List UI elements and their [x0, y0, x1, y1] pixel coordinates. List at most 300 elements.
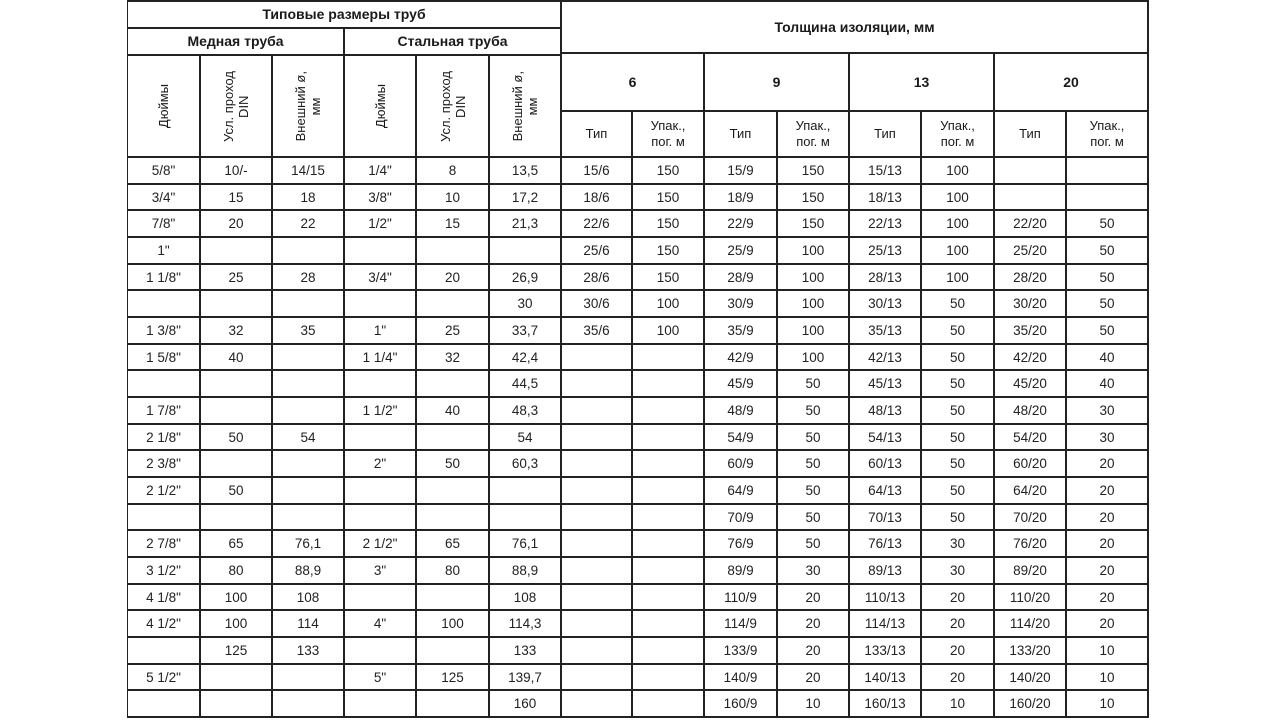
- cell-steel-din: 125: [417, 665, 490, 691]
- cell-ins9-pack: 20: [778, 611, 850, 638]
- cell-ins6-pack: [633, 558, 705, 585]
- cell-ins20-type: [995, 185, 1067, 211]
- cell-ins13-type: 70/13: [850, 505, 922, 531]
- cell-ins6-type: [562, 478, 633, 505]
- cell-ins20-pack: 50: [1067, 211, 1149, 238]
- cell-copper-outer-diameter: 28: [273, 265, 345, 291]
- cell-ins20-type: [995, 158, 1067, 185]
- cell-ins20-pack: 10: [1067, 638, 1149, 665]
- cell-copper-din: 10/-: [201, 158, 273, 185]
- cell-copper-outer-diameter: 22: [273, 211, 345, 238]
- cell-copper-din: [201, 691, 273, 718]
- cell-ins13-type: 54/13: [850, 425, 922, 451]
- cell-ins6-type: [562, 425, 633, 451]
- cell-ins9-type: 70/9: [705, 505, 778, 531]
- cell-ins13-pack: 50: [922, 398, 995, 425]
- col-header-type: Тип: [562, 112, 633, 158]
- cell-copper-din: [201, 505, 273, 531]
- cell-ins9-type: 114/9: [705, 611, 778, 638]
- col-header-pack-length: Упак., пог. м: [633, 112, 705, 158]
- cell-copper-din: 50: [201, 425, 273, 451]
- cell-ins6-pack: 100: [633, 318, 705, 345]
- thickness-group-20: 20: [995, 54, 1149, 112]
- steel-pipe-title: Стальная труба: [345, 29, 562, 56]
- cell-copper-din: 15: [201, 185, 273, 211]
- cell-ins13-pack: 30: [922, 531, 995, 558]
- cell-ins13-pack: 20: [922, 638, 995, 665]
- cell-copper-inches: 5/8": [128, 158, 201, 185]
- cell-ins13-pack: 100: [922, 211, 995, 238]
- thickness-group-6: 6: [562, 54, 705, 112]
- cell-ins13-type: 133/13: [850, 638, 922, 665]
- cell-copper-din: 125: [201, 638, 273, 665]
- cell-copper-inches: 2 7/8": [128, 531, 201, 558]
- cell-ins9-pack: 150: [778, 158, 850, 185]
- cell-steel-din: [417, 238, 490, 265]
- cell-steel-outer-diameter: 88,9: [490, 558, 562, 585]
- cell-ins20-type: 76/20: [995, 531, 1067, 558]
- col-header-pack-length: Упак., пог. м: [778, 112, 850, 158]
- cell-steel-inches: 4": [345, 611, 417, 638]
- cell-ins9-type: 22/9: [705, 211, 778, 238]
- cell-steel-din: [417, 425, 490, 451]
- cell-ins13-pack: 50: [922, 478, 995, 505]
- cell-ins9-pack: 50: [778, 505, 850, 531]
- cell-ins20-type: 110/20: [995, 585, 1067, 611]
- cell-ins20-pack: 50: [1067, 238, 1149, 265]
- cell-ins20-pack: 50: [1067, 318, 1149, 345]
- cell-ins13-type: 60/13: [850, 451, 922, 478]
- cell-ins20-pack: 10: [1067, 665, 1149, 691]
- cell-ins9-type: 110/9: [705, 585, 778, 611]
- cell-copper-inches: 1 1/8": [128, 265, 201, 291]
- cell-copper-outer-diameter: 133: [273, 638, 345, 665]
- cell-steel-outer-diameter: [490, 238, 562, 265]
- cell-steel-outer-diameter: 13,5: [490, 158, 562, 185]
- cell-ins13-pack: 50: [922, 505, 995, 531]
- cell-copper-inches: 7/8": [128, 211, 201, 238]
- cell-steel-din: 25: [417, 318, 490, 345]
- cell-ins9-pack: 20: [778, 638, 850, 665]
- cell-copper-inches: 1 5/8": [128, 345, 201, 371]
- cell-steel-din: 80: [417, 558, 490, 585]
- col-header-type: Тип: [850, 112, 922, 158]
- cell-ins9-pack: 50: [778, 478, 850, 505]
- cell-steel-din: [417, 505, 490, 531]
- cell-copper-inches: 3/4": [128, 185, 201, 211]
- cell-steel-din: [417, 691, 490, 718]
- cell-copper-din: 50: [201, 478, 273, 505]
- cell-copper-din: 100: [201, 585, 273, 611]
- cell-ins13-type: 160/13: [850, 691, 922, 718]
- cell-ins9-pack: 50: [778, 371, 850, 398]
- cell-copper-inches: [128, 638, 201, 665]
- cell-copper-outer-diameter: [273, 691, 345, 718]
- cell-steel-inches: 1/4": [345, 158, 417, 185]
- cell-ins20-pack: 40: [1067, 345, 1149, 371]
- cell-steel-din: [417, 585, 490, 611]
- cell-ins6-pack: 150: [633, 265, 705, 291]
- cell-copper-inches: 2 3/8": [128, 451, 201, 478]
- cell-ins20-pack: 50: [1067, 291, 1149, 318]
- cell-steel-inches: [345, 291, 417, 318]
- cell-ins20-type: 133/20: [995, 638, 1067, 665]
- cell-copper-inches: [128, 371, 201, 398]
- cell-copper-inches: [128, 291, 201, 318]
- cell-ins20-type: 114/20: [995, 611, 1067, 638]
- cell-steel-outer-diameter: 44,5: [490, 371, 562, 398]
- cell-ins13-pack: 50: [922, 371, 995, 398]
- cell-ins6-pack: [633, 425, 705, 451]
- col-header-label: Усл. проход DIN: [437, 70, 468, 142]
- cell-ins20-pack: [1067, 158, 1149, 185]
- cell-steel-inches: [345, 238, 417, 265]
- cell-ins13-type: 89/13: [850, 558, 922, 585]
- cell-steel-inches: 1 1/2": [345, 398, 417, 425]
- cell-ins13-type: 25/13: [850, 238, 922, 265]
- cell-steel-inches: 3/4": [345, 265, 417, 291]
- cell-ins9-pack: 100: [778, 265, 850, 291]
- cell-ins6-type: 28/6: [562, 265, 633, 291]
- cell-ins13-pack: 50: [922, 291, 995, 318]
- cell-steel-outer-diameter: 114,3: [490, 611, 562, 638]
- cell-ins20-pack: 20: [1067, 558, 1149, 585]
- thickness-group-13: 13: [850, 54, 995, 112]
- cell-ins20-pack: 10: [1067, 691, 1149, 718]
- cell-ins13-pack: 100: [922, 158, 995, 185]
- cell-copper-inches: 1 7/8": [128, 398, 201, 425]
- cell-steel-inches: 3": [345, 558, 417, 585]
- cell-ins6-type: [562, 558, 633, 585]
- cell-ins6-type: [562, 371, 633, 398]
- cell-copper-inches: 2 1/2": [128, 478, 201, 505]
- cell-ins20-type: 64/20: [995, 478, 1067, 505]
- cell-ins13-pack: 50: [922, 451, 995, 478]
- cell-ins6-type: 30/6: [562, 291, 633, 318]
- cell-steel-din: 50: [417, 451, 490, 478]
- cell-steel-outer-diameter: 160: [490, 691, 562, 718]
- cell-ins13-pack: 100: [922, 185, 995, 211]
- cell-ins20-type: 35/20: [995, 318, 1067, 345]
- col-header-type: Тип: [995, 112, 1067, 158]
- cell-copper-outer-diameter: [273, 505, 345, 531]
- pipe-sizes-title: Типовые размеры труб: [128, 2, 562, 29]
- cell-ins20-type: 48/20: [995, 398, 1067, 425]
- col-header-copper-inches: [128, 56, 201, 158]
- cell-copper-outer-diameter: 54: [273, 425, 345, 451]
- cell-steel-inches: [345, 585, 417, 611]
- cell-copper-inches: [128, 691, 201, 718]
- cell-steel-outer-diameter: [490, 505, 562, 531]
- cell-copper-outer-diameter: 14/15: [273, 158, 345, 185]
- cell-copper-outer-diameter: [273, 478, 345, 505]
- cell-ins6-type: 15/6: [562, 158, 633, 185]
- cell-ins20-type: 89/20: [995, 558, 1067, 585]
- cell-steel-inches: 2 1/2": [345, 531, 417, 558]
- cell-ins6-type: [562, 531, 633, 558]
- cell-ins20-type: 42/20: [995, 345, 1067, 371]
- cell-ins20-type: 22/20: [995, 211, 1067, 238]
- cell-steel-outer-diameter: 33,7: [490, 318, 562, 345]
- cell-ins13-pack: 100: [922, 265, 995, 291]
- cell-ins6-type: 25/6: [562, 238, 633, 265]
- cell-copper-din: [201, 398, 273, 425]
- cell-steel-din: 10: [417, 185, 490, 211]
- cell-ins6-pack: [633, 505, 705, 531]
- cell-ins9-type: 160/9: [705, 691, 778, 718]
- cell-ins20-pack: 20: [1067, 505, 1149, 531]
- cell-steel-outer-diameter: 26,9: [490, 265, 562, 291]
- cell-copper-din: [201, 451, 273, 478]
- cell-ins13-pack: 20: [922, 611, 995, 638]
- cell-ins6-pack: 150: [633, 185, 705, 211]
- cell-ins9-type: 45/9: [705, 371, 778, 398]
- cell-ins9-pack: 50: [778, 398, 850, 425]
- cell-copper-inches: [128, 505, 201, 531]
- cell-ins6-pack: [633, 665, 705, 691]
- cell-ins9-pack: 100: [778, 318, 850, 345]
- cell-ins6-type: [562, 398, 633, 425]
- cell-ins20-type: 160/20: [995, 691, 1067, 718]
- cell-ins9-type: 48/9: [705, 398, 778, 425]
- cell-steel-outer-diameter: 17,2: [490, 185, 562, 211]
- cell-steel-inches: 1 1/4": [345, 345, 417, 371]
- cell-ins6-type: 18/6: [562, 185, 633, 211]
- cell-ins13-type: 42/13: [850, 345, 922, 371]
- cell-ins6-pack: [633, 585, 705, 611]
- cell-copper-din: 65: [201, 531, 273, 558]
- cell-ins6-type: [562, 451, 633, 478]
- cell-ins20-type: 25/20: [995, 238, 1067, 265]
- col-header-label: Дюймы: [372, 83, 388, 129]
- cell-steel-inches: [345, 371, 417, 398]
- cell-steel-outer-diameter: 42,4: [490, 345, 562, 371]
- cell-ins13-type: 64/13: [850, 478, 922, 505]
- cell-steel-inches: [345, 505, 417, 531]
- cell-ins9-pack: 20: [778, 665, 850, 691]
- cell-copper-outer-diameter: [273, 291, 345, 318]
- cell-ins9-type: 42/9: [705, 345, 778, 371]
- cell-ins9-pack: 100: [778, 238, 850, 265]
- copper-pipe-title: Медная труба: [128, 29, 345, 56]
- col-header-type: Тип: [705, 112, 778, 158]
- cell-ins13-type: 28/13: [850, 265, 922, 291]
- cell-steel-din: [417, 371, 490, 398]
- cell-steel-din: 100: [417, 611, 490, 638]
- cell-copper-inches: 1 3/8": [128, 318, 201, 345]
- cell-copper-outer-diameter: [273, 345, 345, 371]
- cell-ins13-pack: 50: [922, 318, 995, 345]
- cell-ins9-pack: 20: [778, 585, 850, 611]
- cell-ins6-pack: 150: [633, 238, 705, 265]
- cell-steel-inches: 1/2": [345, 211, 417, 238]
- col-header-steel-din: [417, 56, 490, 158]
- cell-copper-outer-diameter: 108: [273, 585, 345, 611]
- cell-ins9-pack: 100: [778, 291, 850, 318]
- cell-copper-din: [201, 371, 273, 398]
- cell-steel-din: [417, 291, 490, 318]
- cell-ins20-pack: 20: [1067, 478, 1149, 505]
- cell-ins9-type: 25/9: [705, 238, 778, 265]
- cell-ins6-type: [562, 611, 633, 638]
- cell-steel-inches: [345, 425, 417, 451]
- cell-copper-din: 20: [201, 211, 273, 238]
- cell-steel-din: 32: [417, 345, 490, 371]
- cell-copper-outer-diameter: 18: [273, 185, 345, 211]
- col-header-steel-inches: [345, 56, 417, 158]
- cell-ins9-type: 60/9: [705, 451, 778, 478]
- cell-ins20-pack: 50: [1067, 265, 1149, 291]
- cell-ins9-type: 89/9: [705, 558, 778, 585]
- cell-copper-inches: 1": [128, 238, 201, 265]
- cell-ins20-pack: 30: [1067, 398, 1149, 425]
- cell-steel-din: 65: [417, 531, 490, 558]
- cell-steel-outer-diameter: 54: [490, 425, 562, 451]
- cell-ins6-pack: [633, 611, 705, 638]
- cell-steel-outer-diameter: 60,3: [490, 451, 562, 478]
- cell-steel-inches: [345, 691, 417, 718]
- cell-ins9-pack: 150: [778, 211, 850, 238]
- cell-steel-din: [417, 478, 490, 505]
- cell-ins9-type: 54/9: [705, 425, 778, 451]
- cell-copper-outer-diameter: [273, 451, 345, 478]
- col-header-label: Внешний ø, мм: [293, 70, 323, 142]
- cell-copper-outer-diameter: [273, 238, 345, 265]
- cell-steel-din: 8: [417, 158, 490, 185]
- cell-copper-din: 40: [201, 345, 273, 371]
- cell-copper-outer-diameter: [273, 398, 345, 425]
- cell-steel-outer-diameter: 30: [490, 291, 562, 318]
- cell-steel-inches: 5": [345, 665, 417, 691]
- col-header-steel-outer-diameter: [490, 56, 562, 158]
- cell-ins13-type: 110/13: [850, 585, 922, 611]
- col-header-label: Усл. проход DIN: [221, 70, 251, 142]
- cell-ins6-pack: [633, 398, 705, 425]
- cell-copper-din: [201, 665, 273, 691]
- cell-ins6-pack: 150: [633, 211, 705, 238]
- cell-copper-outer-diameter: 88,9: [273, 558, 345, 585]
- cell-steel-din: [417, 638, 490, 665]
- cell-ins13-pack: 30: [922, 558, 995, 585]
- thickness-group-9: 9: [705, 54, 850, 112]
- cell-ins6-pack: [633, 638, 705, 665]
- cell-ins6-pack: [633, 345, 705, 371]
- cell-ins6-pack: [633, 478, 705, 505]
- cell-steel-outer-diameter: 48,3: [490, 398, 562, 425]
- cell-copper-din: [201, 291, 273, 318]
- cell-ins6-pack: [633, 451, 705, 478]
- cell-ins13-type: 76/13: [850, 531, 922, 558]
- cell-ins9-pack: 150: [778, 185, 850, 211]
- cell-copper-din: 80: [201, 558, 273, 585]
- cell-ins9-pack: 50: [778, 425, 850, 451]
- cell-steel-din: 20: [417, 265, 490, 291]
- cell-steel-inches: [345, 478, 417, 505]
- cell-ins6-type: 35/6: [562, 318, 633, 345]
- cell-copper-outer-diameter: 114: [273, 611, 345, 638]
- cell-copper-inches: 4 1/2": [128, 611, 201, 638]
- cell-ins9-type: 76/9: [705, 531, 778, 558]
- cell-ins9-type: 15/9: [705, 158, 778, 185]
- cell-copper-din: 32: [201, 318, 273, 345]
- cell-copper-outer-diameter: 76,1: [273, 531, 345, 558]
- cell-steel-outer-diameter: [490, 478, 562, 505]
- cell-ins9-pack: 50: [778, 531, 850, 558]
- cell-ins20-pack: 20: [1067, 451, 1149, 478]
- cell-ins9-type: 64/9: [705, 478, 778, 505]
- cell-ins9-pack: 30: [778, 558, 850, 585]
- cell-ins20-pack: 20: [1067, 531, 1149, 558]
- cell-ins13-type: 18/13: [850, 185, 922, 211]
- cell-steel-outer-diameter: 76,1: [490, 531, 562, 558]
- cell-ins13-pack: 100: [922, 238, 995, 265]
- cell-steel-inches: 3/8": [345, 185, 417, 211]
- cell-ins6-type: 22/6: [562, 211, 633, 238]
- cell-steel-outer-diameter: 133: [490, 638, 562, 665]
- col-header-pack-length: Упак., пог. м: [1067, 112, 1149, 158]
- cell-copper-inches: 5 1/2": [128, 665, 201, 691]
- cell-ins20-type: 60/20: [995, 451, 1067, 478]
- cell-ins9-type: 18/9: [705, 185, 778, 211]
- cell-steel-din: 15: [417, 211, 490, 238]
- cell-steel-inches: [345, 638, 417, 665]
- cell-ins20-type: 140/20: [995, 665, 1067, 691]
- cell-copper-din: 25: [201, 265, 273, 291]
- cell-ins20-pack: 30: [1067, 425, 1149, 451]
- cell-copper-din: [201, 238, 273, 265]
- cell-ins6-type: [562, 585, 633, 611]
- cell-steel-inches: 2": [345, 451, 417, 478]
- cell-ins20-pack: 20: [1067, 611, 1149, 638]
- col-header-copper-din: [201, 56, 273, 158]
- cell-steel-outer-diameter: 139,7: [490, 665, 562, 691]
- cell-ins6-pack: [633, 371, 705, 398]
- cell-steel-outer-diameter: 21,3: [490, 211, 562, 238]
- cell-ins6-type: [562, 691, 633, 718]
- cell-ins13-pack: 20: [922, 665, 995, 691]
- insulation-thickness-title: Толщина изоляции, мм: [562, 2, 1149, 54]
- cell-copper-outer-diameter: 35: [273, 318, 345, 345]
- cell-ins6-pack: [633, 531, 705, 558]
- cell-ins13-type: 45/13: [850, 371, 922, 398]
- cell-steel-inches: 1": [345, 318, 417, 345]
- cell-ins9-type: 35/9: [705, 318, 778, 345]
- cell-ins13-type: 48/13: [850, 398, 922, 425]
- cell-ins9-type: 28/9: [705, 265, 778, 291]
- cell-copper-inches: 2 1/8": [128, 425, 201, 451]
- cell-ins9-pack: 100: [778, 345, 850, 371]
- cell-copper-inches: 3 1/2": [128, 558, 201, 585]
- cell-ins13-type: 30/13: [850, 291, 922, 318]
- cell-ins13-type: 35/13: [850, 318, 922, 345]
- cell-ins6-type: [562, 638, 633, 665]
- cell-ins13-type: 15/13: [850, 158, 922, 185]
- cell-ins13-type: 114/13: [850, 611, 922, 638]
- cell-steel-outer-diameter: 108: [490, 585, 562, 611]
- col-header-label: Внешний ø, мм: [510, 70, 540, 142]
- cell-ins20-pack: [1067, 185, 1149, 211]
- col-header-label: Дюймы: [156, 83, 171, 129]
- cell-ins9-pack: 50: [778, 451, 850, 478]
- cell-ins20-pack: 20: [1067, 585, 1149, 611]
- cell-ins6-type: [562, 345, 633, 371]
- cell-copper-outer-diameter: [273, 665, 345, 691]
- cell-ins9-pack: 10: [778, 691, 850, 718]
- cell-ins6-type: [562, 505, 633, 531]
- cell-ins9-type: 140/9: [705, 665, 778, 691]
- cell-ins13-pack: 20: [922, 585, 995, 611]
- cell-ins6-pack: [633, 691, 705, 718]
